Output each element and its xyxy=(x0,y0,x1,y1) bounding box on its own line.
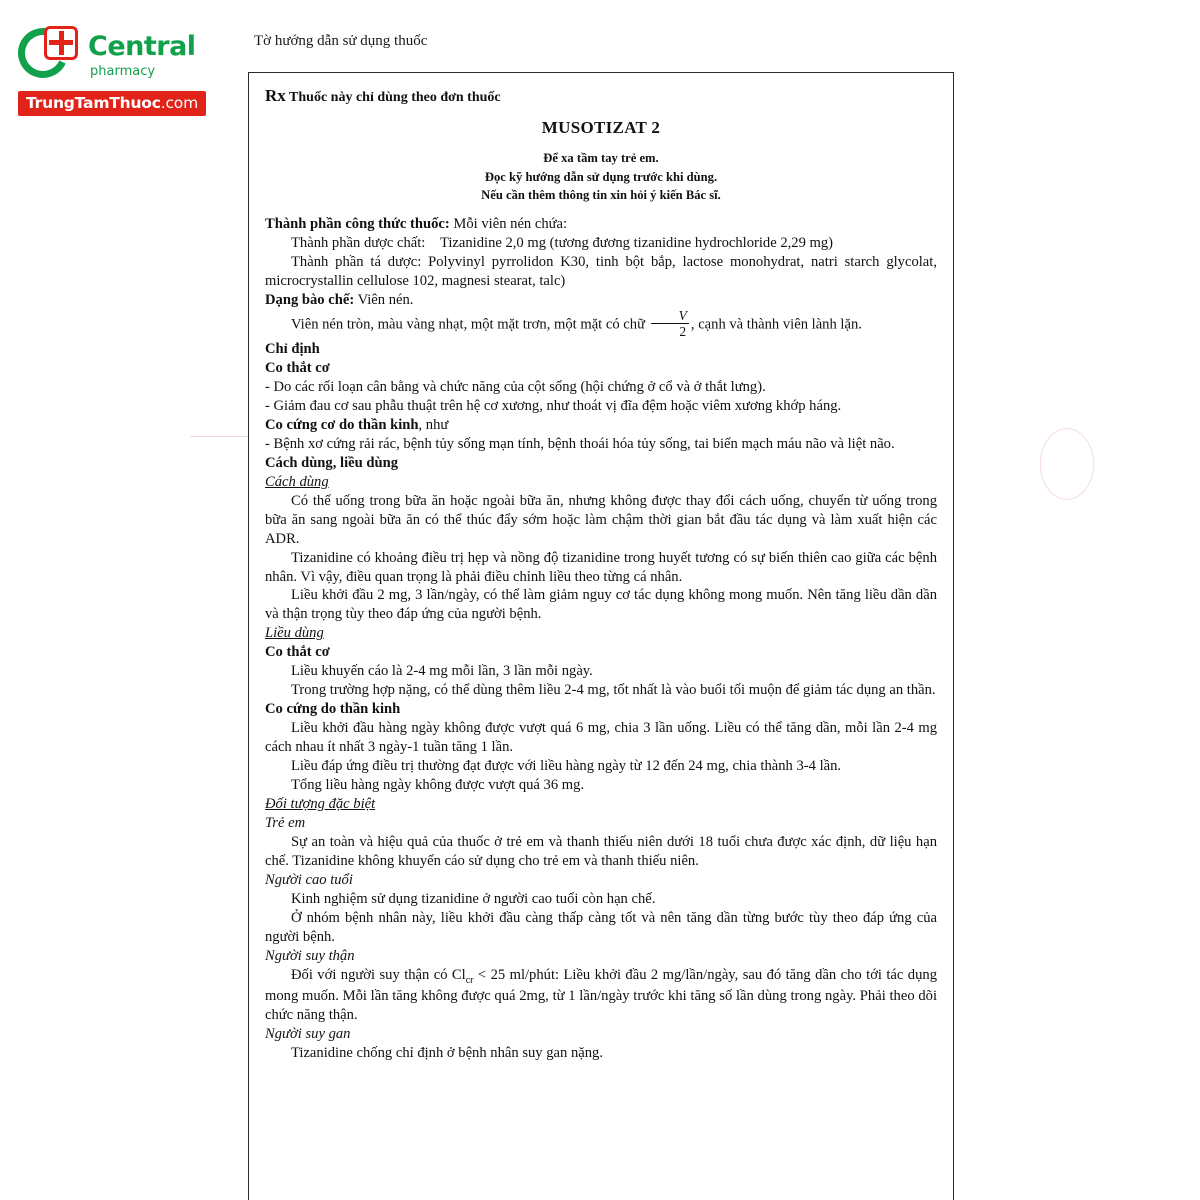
dose-muscle-spasm-heading: Co thắt cơ xyxy=(265,644,330,661)
dose-muscle-spasm-para-1: Liều khuyến cáo là 2-4 mg mỗi lần, 3 lần mỗi ngày. xyxy=(291,663,593,680)
leaflet-sheet xyxy=(248,72,954,1200)
brand-watermark xyxy=(18,26,228,116)
indications-sub1-item-1: - Do các rối loạn cân bằng và chức năng của cột sống (hội chứng ở cổ và ở thắt lưng). xyxy=(265,378,766,395)
hepatic-text: Tizanidine chống chỉ định ở bệnh nhân suy gan nặng. xyxy=(291,1044,603,1061)
dose-muscle-spasm-para-2: Trong trường hợp nặng, có thể dùng thêm liều 2-4 mg, tốt nhất là vào buổi tối muộn để giảm tác dụng an thần. xyxy=(291,682,936,699)
dose-subheading: Liều dùng xyxy=(265,625,324,642)
scan-artifact-blob xyxy=(1040,428,1094,500)
indications-sub2-heading: Co cứng cơ do thần kinh xyxy=(265,416,419,433)
warning-line-2: Đọc kỹ hướng dẫn sử dụng trước khi dùng. xyxy=(484,169,718,184)
dosage-form-value: Viên nén. xyxy=(354,291,414,308)
dosage-form-description xyxy=(265,307,937,340)
elderly-text-2: Ở nhóm bệnh nhân này, liều khởi đầu càng thấp càng tốt và nên tăng dần từng bước tùy theo đáp ứng của người bệnh. xyxy=(265,909,937,945)
usage-paragraph-2: Tizanidine có khoảng điều trị hẹp và nồng độ tizanidine trong huyết tương có sự biến thiên cao giữa các bệnh nhân. Vì vậy, điều quan trọng là phải điều chỉnh liều theo từng cá nhân. xyxy=(265,549,937,585)
product-name: MUSOTIZAT 2 xyxy=(541,118,661,138)
rx-line xyxy=(265,85,937,107)
indications-sub2-item-1: - Bệnh xơ cứng rải rác, bệnh tủy sống mạn tính, bệnh thoái hóa tủy sống, tai biến mạch máu não và liệt não. xyxy=(265,435,895,452)
active-ingredient-line xyxy=(265,234,937,253)
indications-sub2-heading-line xyxy=(265,416,937,435)
brand-name: Central xyxy=(88,30,196,62)
renal-text-pre: Đối với người suy thận có Cl xyxy=(291,966,466,983)
dose-spasticity-para-2: Liều đáp ứng điều trị thường đạt được với liều hàng ngày từ 12 đến 24 mg, chia thành 3-4 lần. xyxy=(291,758,842,775)
tablet-imprint-fraction xyxy=(651,309,689,339)
rx-symbol: Rx xyxy=(265,86,286,105)
children-text: Sự an toàn và hiệu quả của thuốc ở trẻ em và thanh thiếu niên dưới 18 tuổi chưa được xác định, dữ liệu hạn chế. Tizanidine không khuyến cáo sử dụng cho trẻ em và thanh thiếu niên. xyxy=(265,834,937,870)
elderly-heading: Người cao tuổi xyxy=(265,872,353,888)
warning-block xyxy=(265,149,937,204)
dose-spasticity-para-1: Liều khởi đầu hàng ngày không được vượt quá 6 mg, chia 3 lần uống. Liều có thể tăng dần, mỗi lần 2-4 mg cách nhau ít nhất 3 ngày-1 tuần tăng 1 lần. xyxy=(265,720,937,756)
brand-row xyxy=(18,26,228,84)
indications-sub2-rest: , như xyxy=(418,416,449,433)
central-pharmacy-logo-icon xyxy=(18,26,80,84)
warning-line-1: Để xa tầm tay trẻ em. xyxy=(543,151,659,166)
composition-heading-line xyxy=(265,215,937,234)
renal-text xyxy=(265,966,937,1025)
renal-text-post: < 25 ml/phút: Liều khởi đầu 2 mg/lần/ngày, sau đó tăng dần cho tới tác dụng mong muốn. Mỗi lần tăng không được quá 2mg, từ 1 lần/ngày trước khi tăng số lần dùng trong ngày. Phải theo dõi chức năng thận. xyxy=(265,966,937,1023)
brand-url-bold: TrungTamThuoc xyxy=(26,94,161,112)
rx-text: Thuốc này chỉ dùng theo đơn thuốc xyxy=(289,90,501,105)
indications-sub1-heading: Co thắt cơ xyxy=(265,359,330,376)
fraction-numerator: V xyxy=(651,309,689,325)
excipients-line: Thành phần tá dược: Polyvinyl pyrrolidon K30, tinh bột bắp, lactose monohydrat, natri starch glycolat, microcrystallin cellulose 102, magnesi stearat, talc) xyxy=(265,253,937,289)
fraction-denominator: 2 xyxy=(679,324,687,340)
active-ingredient-value: Tizanidine 2,0 mg (tương đương tizanidine hydrochloride 2,29 mg) xyxy=(439,235,834,251)
brand-url-rest: .com xyxy=(160,94,198,112)
administration-heading: Cách dùng, liều dùng xyxy=(265,454,399,471)
brand-text xyxy=(88,30,196,79)
children-heading: Trẻ em xyxy=(265,815,306,832)
composition-heading: Thành phần công thức thuốc: xyxy=(265,216,450,233)
renal-subscript: cr xyxy=(465,974,474,986)
leaflet-content xyxy=(265,85,937,1063)
dose-spasticity-para-3: Tổng liều hàng ngày không được vượt quá 36 mg. xyxy=(291,777,585,794)
hepatic-heading: Người suy gan xyxy=(265,1025,351,1042)
brand-subtitle: pharmacy xyxy=(90,63,156,79)
elderly-text-1: Kinh nghiệm sử dụng tizanidine ở người cao tuổi còn hạn chế. xyxy=(291,890,656,907)
tablet-description-pre: Viên nén tròn, màu vàng nhạt, một mặt trơn, một mặt có chữ xyxy=(291,316,645,333)
special-groups-heading: Đối tượng đặc biệt xyxy=(265,796,376,813)
warning-line-3: Nếu cần thêm thông tin xin hỏi ý kiến Bác sĩ. xyxy=(481,187,721,202)
indications-heading: Chỉ định xyxy=(265,340,320,357)
tablet-description-post: , cạnh và thành viên lành lặn. xyxy=(690,316,862,333)
indications-sub1-item-2: - Giảm đau cơ sau phẫu thuật trên hệ cơ xương, như thoát vị đĩa đệm hoặc viêm xương khớp háng. xyxy=(265,397,842,414)
dosage-form-heading: Dạng bào chế: xyxy=(265,291,355,308)
renal-heading: Người suy thận xyxy=(265,947,355,964)
composition-heading-rest: Mỗi viên nén chứa: xyxy=(449,216,568,233)
active-ingredient-label: Thành phần dược chất: xyxy=(291,235,426,251)
page-title: Tờ hướng dẫn sử dụng thuốc xyxy=(254,33,428,49)
usage-paragraph-1: Có thể uống trong bữa ăn hoặc ngoài bữa ăn, nhưng không được thay đổi cách uống, chuyển từ uống trong bữa ăn sang ngoài bữa ăn có thể thúc đẩy sớm hoặc làm chậm thời gian bắt đầu tác dụng và làm xuất hiện các ADR. xyxy=(265,492,937,547)
dosage-form-line xyxy=(265,291,937,310)
usage-subheading: Cách dùng xyxy=(265,473,329,490)
brand-website-badge xyxy=(18,91,206,116)
usage-paragraph-3: Liều khởi đầu 2 mg, 3 lần/ngày, có thể làm giảm nguy cơ tác dụng không mong muốn. Nên tăng liều dần dần và thận trọng tùy theo đáp ứng của người bệnh. xyxy=(265,587,937,623)
scan-artifact-line xyxy=(190,436,250,437)
dose-spasticity-heading: Co cứng do thần kinh xyxy=(265,701,401,718)
